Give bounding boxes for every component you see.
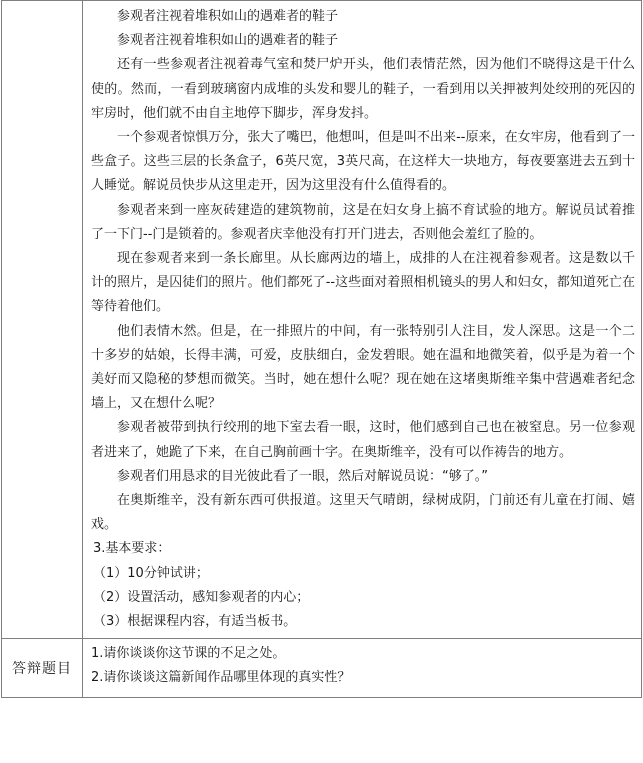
defense-label: 答辩题目 <box>2 639 83 698</box>
defense-question: 2.请你谈谈这篇新闻作品哪里体现的真实性？ <box>91 670 351 686</box>
content-label-cell <box>2 1 83 639</box>
defense-question: 1.请你谈谈你这节课的不足之处。 <box>91 646 286 662</box>
paragraph: 还有一些参观者注视着毒气室和焚尸炉开头，他们表情茫然，因为他们不晓得这是干什么使的。然而，一看到玻璃窗内成堆的头发和婴儿的鞋子，一看到用以关押被判处绞刑的死囚的牢房时，他们就不由自主地停下脚步，浑身发抖。 <box>91 57 635 121</box>
paragraph: 一个参观者惊惧万分，张大了嘴巴，他想叫，但是叫不出来--原来，在女牢房，他看到了一些盒子。这些三层的长条盒子，6英尺宽，3英尺高，在这样大一块地方，每夜要塞进去五到十人睡觉。解说员快步从这里走开，因为这里没有什么值得看的。 <box>91 130 635 194</box>
requirement-item: （2）设置活动，感知参观者的内心； <box>93 589 310 605</box>
content-row <box>2 1 642 639</box>
content-cell <box>83 1 642 639</box>
paragraph: 参观者注视着堆积如山的遇难者的鞋子 <box>117 33 339 49</box>
paragraph: 参观者们用恳求的目光彼此看了一眼，然后对解说员说：“够了。” <box>117 468 488 484</box>
paragraph: 参观者来到一座灰砖建造的建筑物前，这是在妇女身上搞不育试验的地方。解说员试着推了一下门--门是锁着的。参观者庆幸他没有打开门进去，否则他会羞红了脸的。 <box>91 202 635 242</box>
paragraph: 在奥斯维辛，没有新东西可供报道。这里天气晴朗，绿树成阴，门前还有儿童在打闹、嬉戏。 <box>91 493 635 533</box>
document-table <box>1 0 642 698</box>
paragraph: 参观者被带到执行绞刑的地下室去看一眼，这时，他们感到自己也在被窒息。另一位参观者进来了，她跪了下来，在自己胸前画十字。在奥斯维辛，没有可以作祷告的地方。 <box>91 420 635 460</box>
requirement-item: （3）根据课程内容，有适当板书。 <box>93 614 297 630</box>
paragraph: 现在参观者来到一条长廊里。从长廊两边的墙上，成排的人在注视着参观者。这是数以千计的照片，是囚徒们的照片。他们都死了--这些面对着照相机镜头的男人和妇女，都知道死亡在等待着他们。 <box>91 251 635 315</box>
defense-row <box>2 639 642 698</box>
paragraph: 他们表情木然。但是，在一排照片的中间，有一张特别引人注目，发人深思。这是一个二十多岁的姑娘，长得丰满，可爱，皮肤细白，金发碧眼。她在温和地微笑着，似乎是为着一个美好而又隐秘的梦想而微笑。当时，她在想什么呢？现在她在这堵奥斯维辛集中营遇难者纪念墙上，又在想什么呢？ <box>91 323 635 412</box>
defense-questions-cell <box>83 639 642 698</box>
paragraph: 参观者注视着堆积如山的遇难者的鞋子 <box>117 9 339 24</box>
requirements-heading: 3.基本要求： <box>93 541 171 557</box>
requirement-item: （1）10分钟试讲； <box>93 565 209 581</box>
